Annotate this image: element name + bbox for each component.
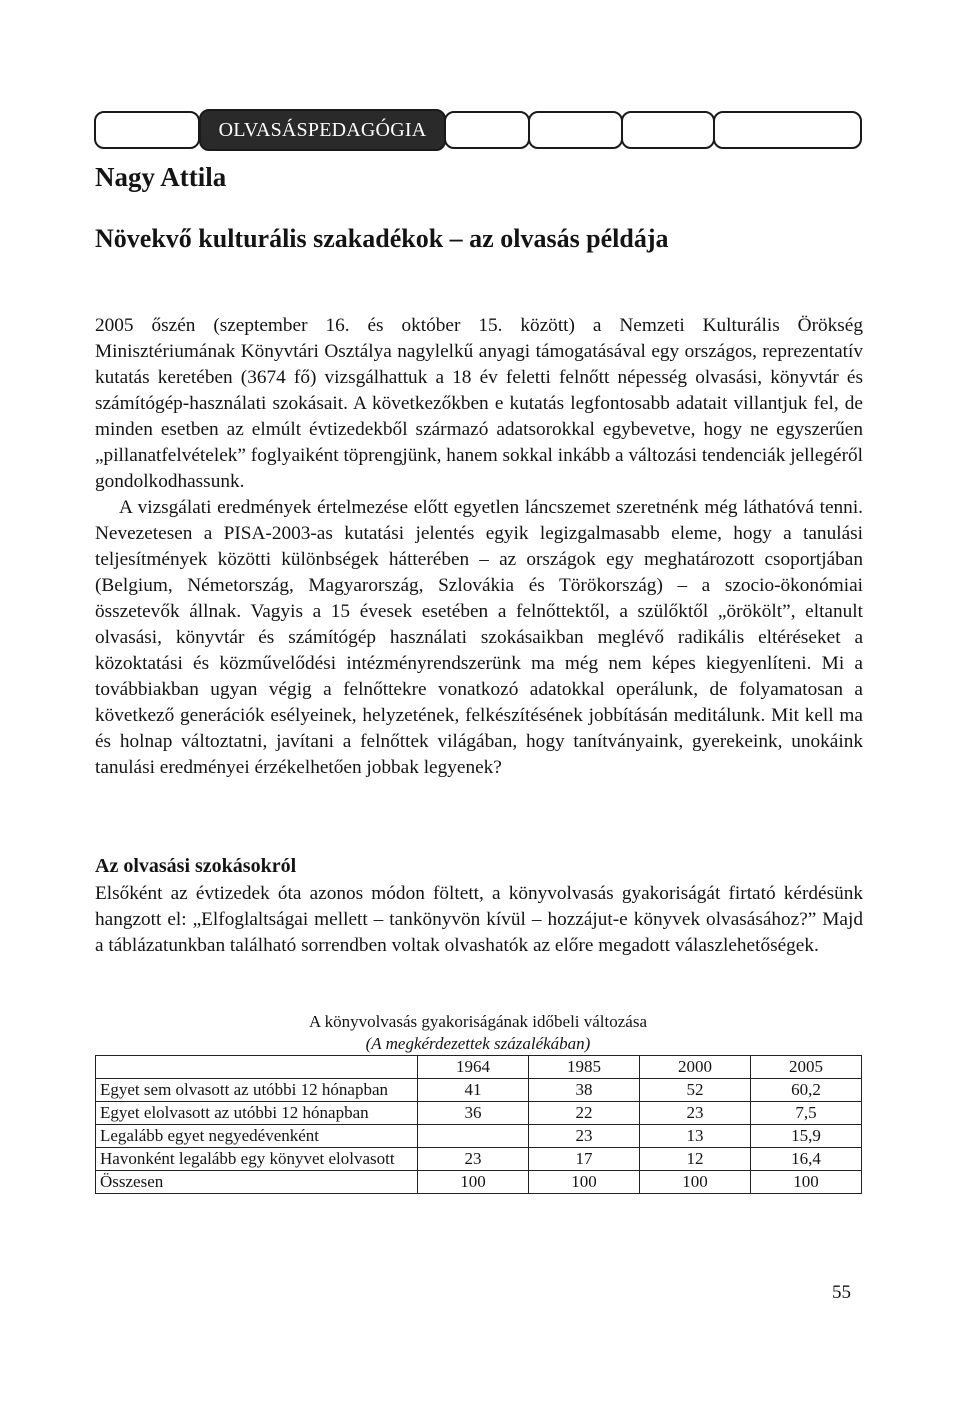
table-cell: 7,5 [750,1102,861,1125]
section-label: OLVASÁSPEDAGÓGIA [199,109,446,151]
table-cell: 100 [528,1171,639,1194]
table-cell: 15,9 [750,1125,861,1148]
table-cell: 36 [418,1102,529,1125]
table-cell: 16,4 [750,1148,861,1171]
section-heading: Az olvasási szokásokról [95,855,297,877]
table-title: A könyvolvasás gyakoriságának időbeli változása [308,1012,648,1031]
table-header-row [96,1056,862,1079]
row-label: Egyet elolvasott az utóbbi 12 hónapban [96,1102,418,1125]
header-tab-4 [528,111,623,149]
table-cell: 100 [418,1171,529,1194]
table-cell: 41 [418,1079,529,1102]
section-header [94,111,862,151]
table-cell: 23 [418,1148,529,1171]
table-cell: 23 [639,1102,750,1125]
year-header: 1964 [418,1056,529,1079]
row-label: Havonként legalább egy könyvet elolvasott [96,1148,418,1171]
table-cell: 23 [528,1125,639,1148]
header-tab-6 [713,111,862,149]
table-cell: 100 [639,1171,750,1194]
row-label: Összesen [96,1171,418,1194]
table-cell: 52 [639,1079,750,1102]
section-paragraph: Elsőként az évtizedek óta azonos módon föltett, a könyvolvasás gyakoriságát firtató kérdésünk hangzott el: „Elfoglaltságai mellett – tankönyvön kívül – hozzájut-e könyvek olvasásához?” Majd a táblázatunkban található sorrendben voltak olvashatók az előre megadott válaszlehetőségek. [95,883,863,956]
table-row [96,1148,862,1171]
row-label: Egyet sem olvasott az utóbbi 12 hónapban [96,1079,418,1102]
author-name: Nagy Attila [95,162,227,192]
table-row [96,1125,862,1148]
paragraph: 2005 őszén (szeptember 16. és október 15. között) a Nemzeti Kulturális Örökség Minisztériumának Könyvtári Osztálya nagylelkű anyagi támogatásával egy országos, reprezentatív kutatás keretében (3674 fő) vizsgálhattuk a 18 év feletti felnőtt népesség olvasási, könyvtár és számítógép-használati szokásait. A következőkben e kutatás legfontosabb adatait villantjuk fel, de minden esetben az elmúlt évtizedekből származó adatsorokkal egybevetve, hogy ne egyszerűen „pillanatfelvételek” foglyaiként töprengjünk, hanem sokkal inkább a változási tendenciák jellegéről gondolkodhassunk. [95,315,863,492]
paragraph: A vizsgálati eredmények értelmezése előtt egyetlen láncszemet szeretnénk még láthatóvá tenni. Nevezetesen a PISA-2003-as kutatási jelentés egyik legizgalmasabb eleme, hogy a tanulási teljesítmények közötti különbségek hátterében – az országok egy meghatározott csoportjában (Belgium, Németország, Magyarország, Szlovákia és Törökország) – a szocio-ökonómiai összetevők állnak. Vagyis a 15 évesek esetében a felnőttektől, a szülőktől „örökölt”, eltanult olvasási, könyvtár és számítógép használati szokásaikban meglévő radikális eltéréseket a közoktatási és közművelődési intézményrendszerünk ma még nem képes kiegyenlíteni. Mi a továbbiakban ugyan végig a felnőttekre vonatkozó adatokkal operálunk, de folyamatosan a következő generációk esélyeinek, helyzetének, felkészítésének jobbításán meditálunk. Mit kell ma és holnap változtatni, javítani a felnőttek világában, hogy tanítványaink, gyerekeink, unokáink tanulási eredményei érzékelhetően jobbak legyenek? [95,497,863,778]
reading-frequency-table [95,1055,862,1194]
table-cell: 17 [528,1148,639,1171]
table-cell: 12 [639,1148,750,1171]
table-row [96,1079,862,1102]
table-cell: 38 [528,1079,639,1102]
table-cell: 60,2 [750,1079,861,1102]
header-tab-1 [94,111,200,149]
table-cell: 100 [750,1171,861,1194]
table-cell [418,1125,529,1148]
row-label: Legalább egyet negyedévenként [96,1125,418,1148]
table-row [96,1102,862,1125]
article-body [95,313,863,781]
article-title: Növekvő kulturális szakadékok – az olvasás példája [95,224,669,253]
year-header: 2000 [639,1056,750,1079]
year-header: 2005 [750,1056,861,1079]
table-caption [95,1011,861,1055]
header-tab-5 [621,111,715,149]
table-header-empty [96,1056,418,1079]
table-cell: 13 [639,1125,750,1148]
year-header: 1985 [528,1056,639,1079]
table-row [96,1171,862,1194]
table-subtitle: (A megkérdezettek százalékában) [365,1034,591,1053]
table-cell: 22 [528,1102,639,1125]
header-tab-3 [444,111,530,149]
page-number: 55 [832,1282,851,1303]
